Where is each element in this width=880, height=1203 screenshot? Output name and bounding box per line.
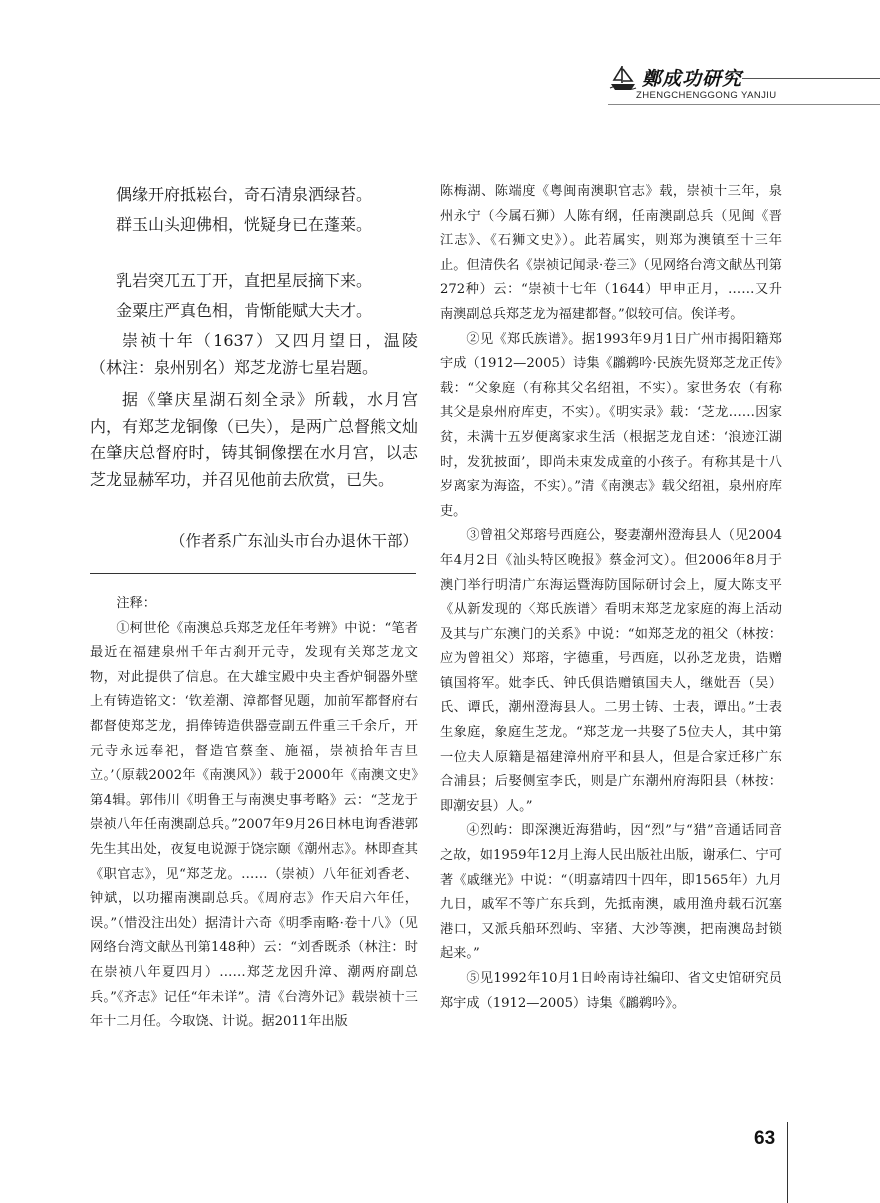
note-1-continued: 陈梅湖、陈端度《粤闽南澳职官志》载，崇祯十三年，泉州永宁（今属石狮）人陈有纲，任南澳副总兵（见闽《晋江志》、《石狮文史》）。此若属实，则郑为澳镇至十三年止。但清佚名《崇祯记闻录·卷三》（见网络台湾文献丛刊第272种）云：“崇祯十七年（1644）甲申正月，……又升南澳副总兵郑芝龙为福建都督。”似较可信。俟详考。 [440,184,782,322]
left-column [90,180,418,1035]
notes-divider [90,573,416,574]
note-4: ④烈屿：即深澳近海猎屿，因“烈”与“猎”音通话同音之故，如1959年12月上海人民出版社出版，谢承仁、宁可著《戚继光》中说：“（明嘉靖四十四年，即1565年）九月九日，戚军不等广东兵到，先抵南澳，戚用渔舟载石沉塞港口，又派兵船环烈屿、宰猪、大沙等澳，把南澳岛封锁起来。” [440,823,782,962]
journal-header [608,62,880,110]
poem-line: 偶缘开府抵崧台，奇石清泉洒绿苔。 [116,185,373,204]
note-2: ②见《郑氏族谱》。据1993年9月1日广州市揭阳籍郑宇成（1912—2005）诗集《鸊鹈吟·民族先贤郑芝龙正传》载：“父象庭（有称其父名绍祖，不实）。家世务农（有称其父是泉州府库吏，不实）。《明实录》载：‘芝龙……因家贫，未满十五岁便离家求生活（根据芝龙自述：‘浪迹江湖时，发犹披面’，即尚未束发成童的小孩子。有称其是十八岁离家为海盗，不实）。”清《南澳志》载父绍祖，泉州府库吏。 [440,331,782,519]
body-paragraph: 据《肇庆星湖石刻全录》所载，水月宫内，有郑芝龙铜像（已失），是两广总督熊文灿在肇庆总督府时，铸其铜像摆在水月宫，以志芝龙显赫军功，并召见他前去欣赏，已失。 [90,390,419,489]
note-5: ⑤见1992年10月1日岭南诗社编印、省文史馆研究员郑宇成（1912—2005）诗集《鸊鹈吟》。 [440,971,782,1011]
poem-line: 金粟庄严真色相，肯惭能赋大夫才。 [116,301,373,320]
page-number-rule [787,1122,788,1203]
header-underline [608,104,880,105]
author-note: （作者系广东汕头市台办退休干部） [169,532,418,550]
dateline: 崇祯十年（1637）又四月望日，温陵（林注：泉州别名）郑芝龙游七星岩题。 [90,331,418,377]
poem-line: 群玉山头迎佛相，恍疑身已在蓬莱。 [116,215,373,234]
notes [90,592,418,1035]
ship-icon [608,62,638,92]
journal-pinyin: ZHENGCHENGGONG YANJIU [636,90,777,101]
right-column [440,180,782,1016]
page-number: 63 [754,1128,776,1149]
poem [90,180,418,326]
notes-continued [440,180,782,1016]
stanza-gap [90,240,418,266]
journal-title: 鄭成功研究 [642,68,743,90]
note-3: ③曾祖父郑瑢号西庭公，娶妻潮州澄海县人（见2004年4月2日《汕头特区晚报》蔡金河文）。但2006年8月于澳门举行明清广东海运暨海防国际研讨会上，厦大陈支平《从新发现的〈郑氏族谱〉看明末郑芝龙家庭的海上活动及其与广东澳门的关系》中说：“如郑芝龙的祖父（林按：应为曾祖父）郑瑢，字德重，号西庭，以孙芝龙贵，诰赠镇国将军。妣李氏、钟氏俱诰赠镇国夫人，继妣吾（吴）氏、谭氏，潮州澄海县人。二男士铸、士表，谭出。”士表生象庭，象庭生芝龙。“郑芝龙一共娶了5位夫人，其中第一位夫人原籍是福建漳州府平和县人，但是合家迁移广东合浦县；后娶侧室李氏，则是广东潮州府海阳县（林按：即潮安县）人。” [440,528,782,814]
notes-label: 注释： [116,596,156,611]
header-rule [742,78,880,79]
note-1: ①柯世伦《南澳总兵郑芝龙任年考辨》中说：“笔者最近在福建泉州千年古刹开元寺，发现有关郑芝龙文物，对此提供了信息。在大雄宝殿中央主香炉铜器外壁上有铸造铭文：‘钦差潮、漳都督见题，加前军都督府右都督使郑芝龙，捐俸铸造供器壹副五件重三千余斤，开元寺永远奉祀，督造官蔡奎、施福，崇祯拾年吉旦立。’（原载2002年《南澳风》）载于2000年《南澳文史》第4辑。郭伟川《明鲁王与南澳史事考略》云：“芝龙于崇祯八年任南澳副总兵。”2007年9月26日林电询香港郭先生其出处，夜复电说源于饶宗颐《潮州志》。林即查其《职官志》，见“郑芝龙。……（崇祯）八年征刘香老、钟斌，以功擢南澳副总兵。《周府志》作天启六年任，误。”（惜没注出处）据清计六奇《明季南略·卷十八》（见网络台湾文献丛刊第148种）云：“刘香既杀（林注：时在崇祯八年夏四月）……郑芝龙因升漳、潮两府副总兵。”《齐志》记任“年未详”。清《台湾外记》载崇祯十三年十二月任。今取饶、计说。据2011年出版 [90,620,418,1030]
poem-line: 乳岩突兀五丁开，直把星辰摘下来。 [116,271,373,290]
